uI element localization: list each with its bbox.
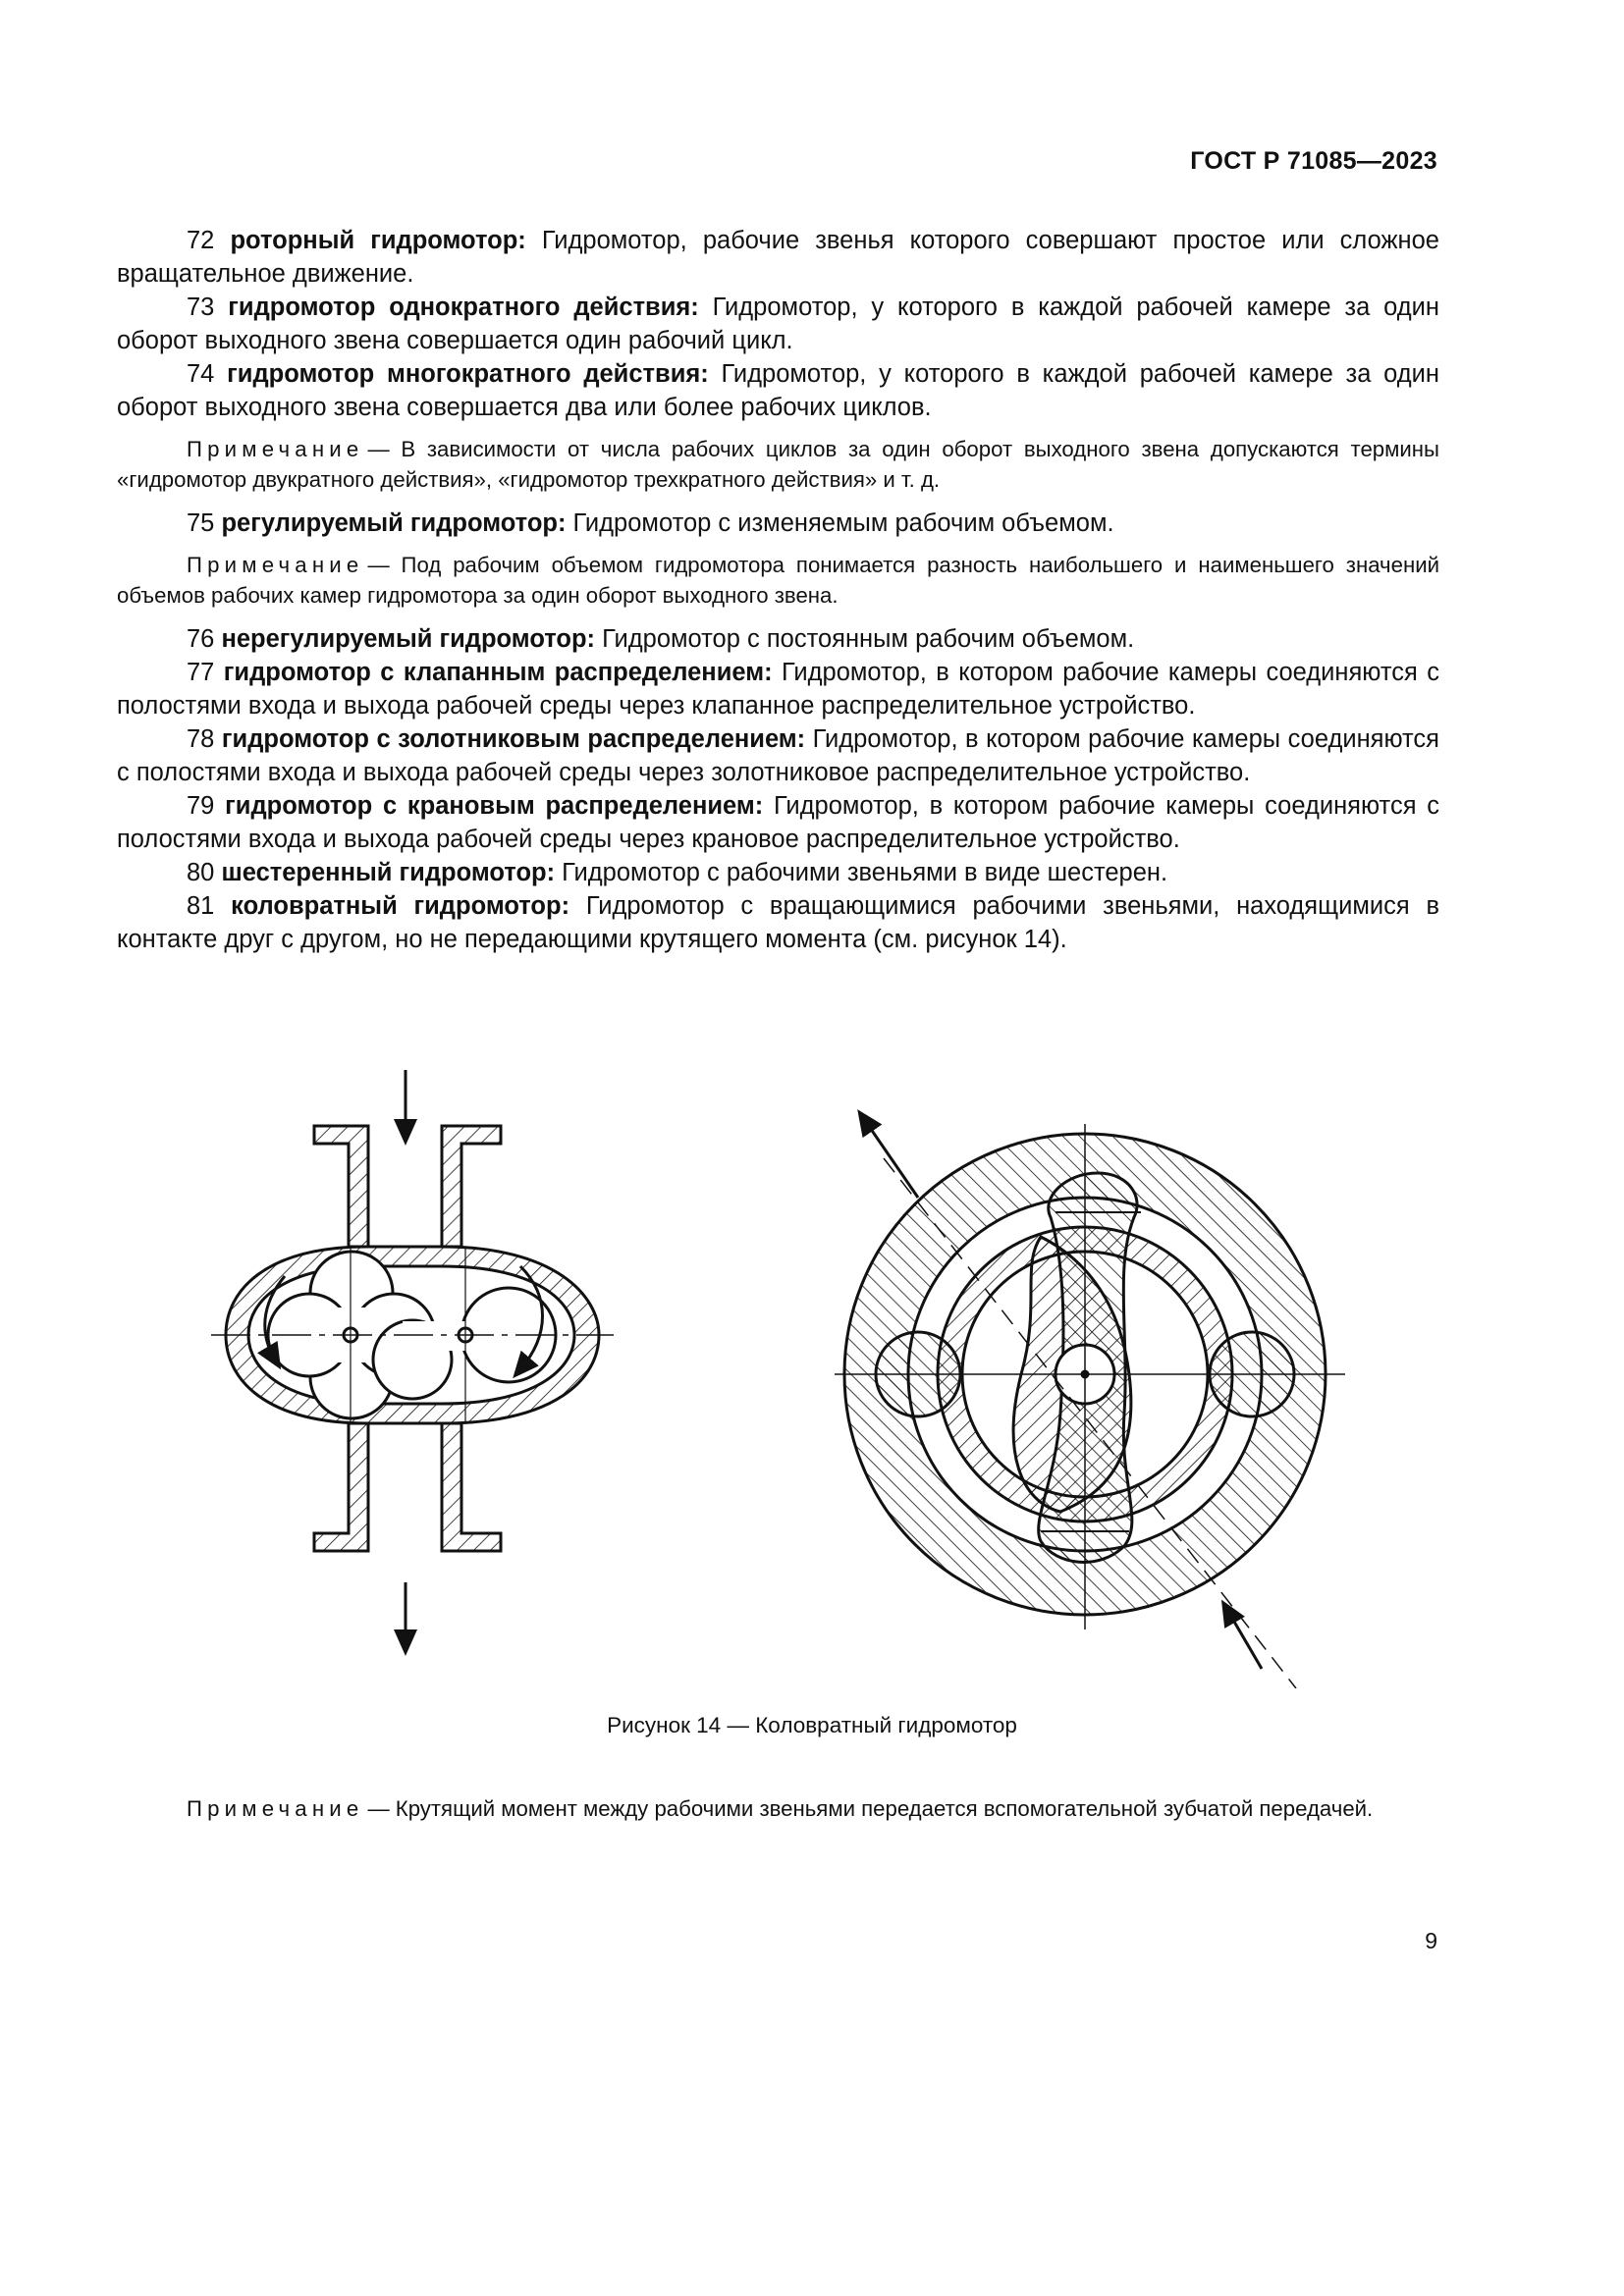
- term-number: 76: [187, 625, 215, 653]
- term-title: гидромотор однократного действия:: [228, 294, 699, 321]
- term-title: гидромотор с золотниковым распределением:: [221, 725, 806, 753]
- document-header: ГОСТ Р 71085—2023: [1190, 147, 1437, 175]
- term-number: 72: [187, 227, 215, 254]
- term-title: регулируемый гидромотор:: [221, 509, 567, 537]
- lower-left-flange: [314, 1423, 368, 1551]
- term-definition: Гидромотор с вращающимися рабочими звеньями, находящимися в контакте друг с другом, но не передающими крутящего момента (см. рисунок 14).: [117, 892, 1439, 953]
- term-72: [117, 224, 1439, 291]
- term-number: 75: [187, 509, 215, 537]
- document-body: [117, 224, 1439, 956]
- term-definition: Гидромотор, у которого в каждой рабочей камере за один оборот выходного звена совершается два или более рабочих циклов.: [117, 360, 1439, 421]
- term-definition: Гидромотор, в котором рабочие камеры соединяются с полостями входа и выхода рабочей среды через крановое распределительное устройство.: [117, 792, 1440, 853]
- term-79: [117, 789, 1439, 856]
- term-title: гидромотор с клапанным распределением:: [223, 659, 773, 686]
- note-text: — Под рабочим объемом гидромотора понимается разность наибольшего и наименьшего значений объемов рабочих камер гидромотора за один оборот выходного звена.: [117, 553, 1439, 608]
- term-title: гидромотор с крановым распределением:: [225, 792, 764, 820]
- term-definition: Гидромотор, рабочие звенья которого совершают простое или сложное вращательное движение.: [117, 227, 1439, 288]
- term-75: [117, 507, 1439, 540]
- note-label: Примечание: [187, 553, 364, 577]
- term-78: [117, 722, 1439, 789]
- term-number: 81: [187, 892, 215, 920]
- term-title: гидромотор многократного действия:: [227, 360, 709, 388]
- term-definition: Гидромотор, у которого в каждой рабочей камере за один оборот выходного звена совершается один рабочий цикл.: [117, 294, 1440, 354]
- term-74: [117, 357, 1439, 424]
- note-label: Примечание: [187, 1796, 364, 1821]
- figure-14: [0, 1041, 1624, 1688]
- note-text: — В зависимости от числа рабочих циклов за один оборот выходного звена допускаются термины «гидромотор двукратного действия», «гидромотор трехкратного действия» и т. д.: [117, 437, 1439, 492]
- note-label: Примечание: [187, 437, 364, 461]
- term-definition: Гидромотор с постоянным рабочим объемом.: [595, 625, 1135, 653]
- figure-caption: Рисунок 14 — Коловратный гидромотор: [607, 1713, 1017, 1737]
- term-definition: Гидромотор, в котором рабочие камеры соединяются с полостями входа и выхода рабочей среды через золотниковое распределительное устройство.: [117, 725, 1439, 786]
- term-number: 77: [187, 659, 215, 686]
- inlet-arrow-diagonal: [1227, 1610, 1262, 1669]
- note-1: [117, 434, 1439, 495]
- term-81: [117, 889, 1439, 956]
- term-definition: Гидромотор, в котором рабочие камеры соединяются с полостями входа и выхода рабочей среды через клапанное распределительное устройство.: [117, 659, 1439, 720]
- term-number: 78: [187, 725, 215, 753]
- term-title: шестеренный гидромотор:: [221, 859, 556, 886]
- lower-right-flange: [442, 1423, 501, 1551]
- term-definition: Гидромотор с изменяемым рабочим объемом.: [566, 509, 1114, 537]
- upper-left-flange: [314, 1126, 368, 1247]
- term-number: 73: [187, 294, 215, 321]
- note-3: [117, 1793, 1439, 1824]
- term-title: коловратный гидромотор:: [231, 892, 570, 920]
- right-rotary-motor: [835, 1119, 1345, 1688]
- note-text: — Крутящий момент между рабочими звеньями передается вспомогательной зубчатой передачей.: [367, 1796, 1374, 1821]
- term-73: [117, 291, 1439, 357]
- page-number: 9: [1425, 1928, 1437, 1953]
- term-80: [117, 856, 1439, 889]
- term-number: 80: [187, 859, 215, 886]
- term-76: [117, 622, 1439, 656]
- term-number: 79: [187, 792, 215, 820]
- note-2: [117, 550, 1439, 611]
- term-title: роторный гидромотор:: [230, 227, 526, 254]
- term-title: нерегулируемый гидромотор:: [221, 625, 596, 653]
- term-number: 74: [187, 360, 215, 388]
- outlet-arrow-diagonal: [864, 1119, 918, 1198]
- upper-right-flange: [442, 1126, 501, 1247]
- term-77: [117, 656, 1439, 722]
- figure-14-drawing: [0, 1041, 1624, 1688]
- term-definition: Гидромотор с рабочими звеньями в виде шестерен.: [555, 859, 1168, 886]
- left-rotary-motor: [211, 1070, 614, 1644]
